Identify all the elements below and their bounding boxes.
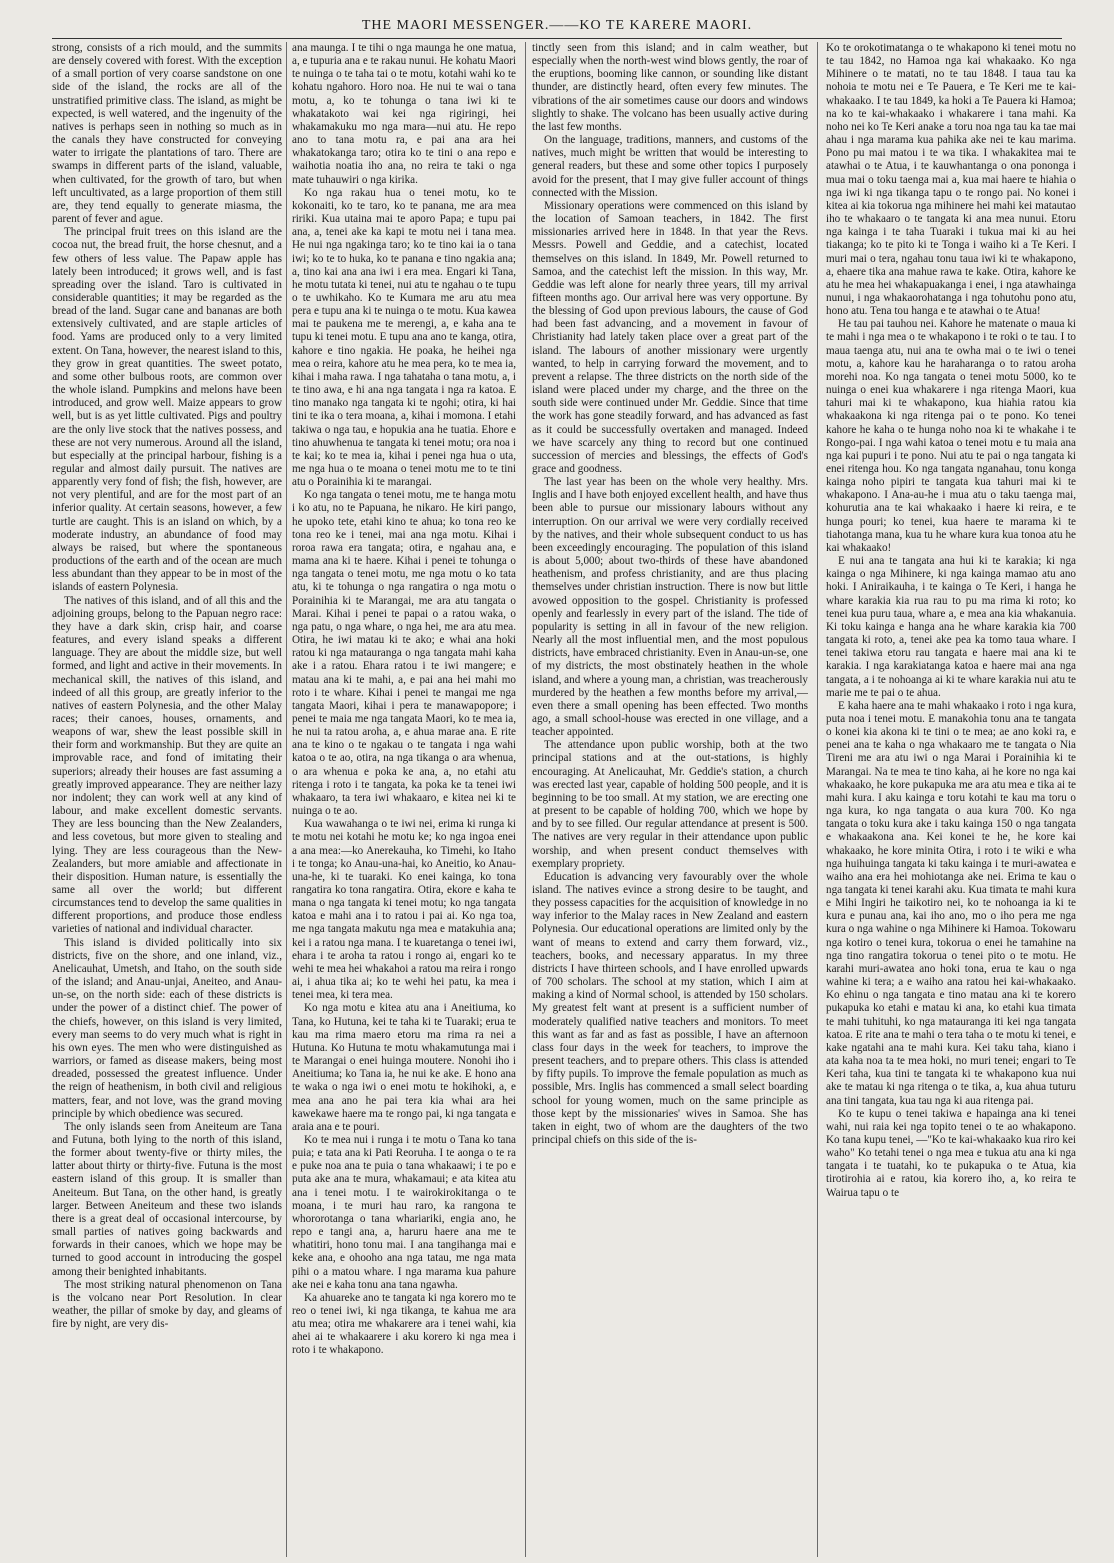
paragraph: Ko nga tangata o tenei motu, me te hanga motu i ko atu, no te Papuana, he nikaro. He kiri pango, he upoko tete, etahi kino te ahua; ko tona reo ke tona reo ke i tenei, mai ana nga motu. Kihai i roroa rawa era tangata; otira, e ngahau ana, e mama ana ki te haere. Kihai i penei te tohunga o nga tangata o tenei motu, me nga motu o ko tata atu, ki te tohunga o nga rangatira o nga motu o Porainihia ki te Marangai, me ara atu tangata o Marai. Kihai i penei te papai o a ratou waka, o nga patu, o nga whare, o nga hei, me ara atu mea. Otira, he iwi matau ki te ako; e whai ana hoki ratou ki nga matauranga o nga tangata mahi kaha ake i a ratou. Ehara ratou i te iwi mangere; e matau ana ki te mahi, a, e pai ana hei mahi mo roto i te whare. Kihai i penei te mangai me nga tangata Maori, kihai i pera te manawapopore; i penei te maia me nga tangata Maori, ko te mea ia, he nui ta ratou aroha, a, e ahua marae ana. E rite ana te kino o te ngakau o te tangata i nga wahi katoa o te ao, otira, na nga tikanga o ara whenua, o ara whenua e poka ke ana, a, no etahi atu ritenga i roto i te tangata, ka poka ke ta tenei iwi whakaaro, ta tera iwi whakaaro, e kitea nei ki te nuinga o te ao. xyxy=(292,489,516,818)
paragraph: Ko te orokotimatanga o te whakapono ki tenei motu no te tau 1842, no Hamoa nga kai whakaako. Ko nga Mihinere o te matati, no te tau 1848. I taua tau ka nohoia te motu nei e Te Pauera, e Te Keri me te kai-whakaako. I te tau 1849, ka hoki a Te Pauera ki Hamoa; na ko te kai-whakaako i whakarere i tana mahi. Ka noho nei ko Te Keri anake a toru noa nga tau ka tae mai ahau i nga marama kua pahika ake nei te kau marima. Pono pu mai matou i te wa tika. I whakakitea mai te atawhai o te Atua, i te kauwhantanga o ona pononga i mua mai o toku taenga mai a, kua mai haere te hiahia o nga iwi ki nga tikanga tapu o te rongo pai. No konei i kitea ai kia tokorua nga mihinere hei mahi kei matautao iho te whakaaro o te tangata ki ana mea nunui. Etoru nga kainga i te taha Tuaraki i tukua mai ki au hei tiakanga; ko te pito ki te Tonga i waiho ki a Te Keri. I muri mai o tera, ngahau tonu taua iwi ki te whakapono, a, ehaere tika ana mahue rawa te kake. Otira, kahore ke atu he mea hei whakapuakanga i enei, i nga atawhainga nunui, i nga whakaorohatanga i nga tohutohu pono atu, hono atu. Tena tou hanga e te atawhai o te Atua! xyxy=(826,42,1076,318)
maori-column-2 xyxy=(826,42,1076,1557)
column-divider xyxy=(817,42,818,1557)
maori-column-1 xyxy=(292,42,516,1557)
column-divider xyxy=(525,42,526,1557)
paragraph: Ka ahuareke ano te tangata ki nga korero mo te reo o tenei iwi, ki nga tikanga, te kahua me ara atu mea; otira me whakarere ara i tenei wahi, kia ahei ai te whakaarere i aku korero ki nga mea i roto i te whakapono. xyxy=(292,1291,516,1357)
paragraph: On the language, traditions, manners, and customs of the natives, much might be written that would be interesting to general readers, but these and some other topics I purposely avoid for the present, that I may give fuller account of things connected with the Mission. xyxy=(532,134,808,199)
paragraph: The last year has been on the whole very healthy. Mrs. Inglis and I have both enjoyed excellent health, and have thus been able to pursue our missionary labours without any interruption. On our arrival we were very cordially received by the natives, and their whole subsequent conduct to us has been exceedingly encouraging. The population of this island is about 5,000; about two-thirds of these have abandoned heathenism, and profess christianity, and are thus placing themselves under christian instruction. There is now but little avowed opposition to the gospel. Christianity is professed openly and fearlessly in every part of the island. The tide of popularity is setting in all in favour of the new religion. Nearly all the most influential men, and the most populous districts, have embraced christianity. Even in Anau-un-se, one of my districts, the most obstinately heathen in the whole island, and where a young man, a christian, was treacherously murdered by the heathen a few months before my arrival,—even there a small opening has been effected. Two months ago, a small school-house was erected in one village, and a teacher appointed. xyxy=(532,476,808,739)
paragraph: strong, consists of a rich mould, and the summits are densely covered with forest. With the exception of a small portion of very coarse sandstone on one side of the island, the rocks are all of the unstratified primitive class. The island, as might be expected, is well watered, and the ingenuity of the natives is perhaps seen in nothing so much as in the canals they have constructed for conveying water to irrigate the plantations of taro. There are swamps in different parts of the island, valuable, when cultivated, for the growth of taro, but when left uncultivated, as a large proportion of them still are, they tend equally to generate miasma, the parent of fever and ague. xyxy=(52,42,282,226)
paragraph: E nui ana te tangata ana hui ki te karakia; ki nga kainga o nga Mihinere, ki nga kainga mamao atu ano hoki. I Aniraikauha, i te kainga o Te Keri, i hanga he whare karakia kia rua rau to pu ma rima ki roto; ko tenei kua puru taua, whare a, e mea ana kia whakanuia. Ki toku kainga e hanga ana he whare karakia kia 700 tangata ki roto, a, tenei ake pea ka tomo taua whare. I tenei takiwa etoru rau tangata e haere mai ana ki te karakia. I nga karakiatanga katoa e haere mai ana nga tangata, a i te nohoanga ai ki te whare karakia nui atu te marie me te pai o te ahua. xyxy=(826,555,1076,699)
paragraph: Ko te mea nui i runga i te motu o Tana ko tana puia; e tata ana ki Pati Reoruha. I te aonga o te ra e puke noa ana te puia o tana whakaawi; i te po e puta ake ana te mura, whakamaui; e ata kitea atu ana i tenei motu. I te wairokirokitanga o te moana, i te muri hau raro, ka rangona te whororotanga o tana whariariki, engia ano, he repo e tangi ana, a, haruru haere ana me te whatitiri, hono tonu mai. I ana tangihanga mai e keke ana, e ohooho ana nga tatau, me nga mata pihi o a matou whare. I nga marama kua pahure ake nei e kaha tonu ana tana ngawha. xyxy=(292,1133,516,1291)
paragraph: The natives of this island, and of all this and the adjoining groups, belong to the Papuan negro race: they have a dark skin, crisp hair, and coarse features, and every island speaks a different language. They are about the middle size, but well formed, and light and active in their movements. In mechanical skill, the natives of this island, and indeed of all this group, are greatly inferior to the natives of eastern Polynesia, and the other Malay races; their canoes, houses, ornaments, and weapons of war, shew the least possible skill in their form and workmanship. But they are quite an improvable race, and fond of imitating their superiors; already their houses are fast assuming a greatly improved appearance. They are neither lazy nor indolent; they can work well at any kind of labour, and make excellent domestic servants. They are less bouncing than the New Zealanders, and less covetous, but more given to stealing and lying. They are less courageous than the New-Zealanders, but more amiable and affectionate in their disposition. Human nature, is essentially the same all over the world; but different circumstances tend to develop the same qualities in different proportions, and produce those endless varieties of national and individual character. xyxy=(52,594,282,936)
paragraph: He tau pai tauhou nei. Kahore he matenate o maua ki te mahi i nga mea o te whakapono i te roki o te tau. I to maua taenga atu, nui ana te owha mai o te iwi o tenei motu, a, kahore kau he haraharanga o to ratou aroha morehi noa. Ko nga tangata o tenei motu 5000, ko te nuinga o enei kua whakarere i nga ritenga Maori, kua tahuri mai ki te whakapono, kua hiahia ratou kia whakaakona ki nga ritenga pai o te pono. Ko tenei kahore he kaha o te hunga noho noa ki te whakahe i te Rongo-pai. I nga wahi katoa o tenei motu e tu maia ana nga kai pupuri i te pono. Nui atu te pai o nga tangata ki enei ritenga hou. Ko nga tangata nganahau, tonu konga kainga noho pipiri te tangata kua tahuri mai ki te whakapono. I Ana-au-he i mua atu o taku taenga mai, kohurutia ana te kai whakaako i haere ki reira, e te hunga pouri; ko tenei, kua haere te marama ki te tiahotanga mana, kua tu he whare kura kua tonoa atu he kai whakaako! xyxy=(826,318,1076,554)
column-divider xyxy=(286,42,287,1557)
paragraph: Missionary operations were commenced on this island by the location of Samoan teachers, in 1842. The first missionaries arrived here in 1848. In that year the Revs. Messrs. Powell and Geddie, and a catechist, located themselves on this island. In 1849, Mr. Powell returned to Samoa, and the catechist left the mission. In this way, Mr. Geddie was left alone for nearly three years, till my arrival fifteen months ago. Our arrival here was very opportune. By the blessing of God upon previous labours, the cause of God had been fast advancing, and a movement in favour of Christianity had lately taken place over a great part of the island. The labours of another missionary were urgently wanted, to help in carrying forward the movement, and to prevent a relapse. The three districts on the north side of the island were placed under my charge, and the three on the south side were continued under Mr. Geddie. Since that time the work has gone steadily forward, and has advanced as fast as it could be successfully overtaken and managed. Indeed we have scarcely any thing to record but one continued succession of mercies and blessings, the effects of God's grace and goodness. xyxy=(532,199,808,475)
paragraph: Ko te kupu o tenei takiwa e hapainga ana ki tenei wahi, nui raia kei nga topito tenei o te ao whakapono. Ko tana kupu tenei, —"Ko te kai-whakaako kua riro kei waho" Ko tetahi tenei o nga mea e tukua atu ana ki nga tangata i te tuatahi, ko te pukapuka o te Atua, kia tirotirohia ai e ratou, kia korero iho, a, ko reira te Wairua tapu o te xyxy=(826,1107,1076,1199)
paragraph: Ko nga rakau hua o tenei motu, ko te kokonaiti, ko te taro, ko te panana, me ara mea ririki. Kua utaina mai te aporo Papa; e tupu pai ana, a, tenei ake ka kapi te motu nei i tana mea. He nui nga ngakinga taro; ko te tino kai ia o tana iwi; ko te to huka, ko te panana e tino ngakia ana; a, tino kai ana ana iwi i era mea. Engari ki Tana, he motu tutata ki tenei, nui atu te ngahau o te tupu o te uwhikaho. Ko te Kumara me aru atu mea pera e tupu ana ki te nuinga o te motu. Kua kawea mai te paukena me te merengi, a, e kaha ana te tupu ki tenei motu. E tupu ana ano te kanga, otira, kahore e tino ngakia. He poaka, he heihei nga mea o reira, kahore atu he mea pera, ko te mea ia, kihai i maha rawa. I nga tahataha o tana motu, a, i te tino awa, e hi ana nga tangata i nga ra katoa. E tino manako nga tangata ki te ngohi; otira, ki hai tini te ika o tera moana, a, kihai i momona. I etahi takiwa o nga tau, e hopukia ana he tuatia. Ehore e tino ahuwhenua te tangata ki tenei motu; ora noa i te kai; ko te mea ia, kihai i penei nga hua o uta, me nga hua o te moana o tenei motu me to te tini atu o Porainihia ki te marangai. xyxy=(292,186,516,489)
english-column-1 xyxy=(52,42,282,1557)
paragraph: ana maunga. I te tihi o nga maunga he one matua, a, e tupuria ana e te rakau nunui. He kohatu Maori te nuinga o te taha tai o te motu, kotahi wahi ko te kohatu ngahoro. Horo noa. He nui te wai o tana motu, a, ko te tohunga o tana iwi ki te whakatakoto wai kei nga rigiringi, hei whakamakuku mo nga mara—nui atu. He repo ano to tana motu ra, e pai ana ara hei whakatokanga taro; otira ko te tini o ana repo e waihotia noatia iho ana, no reira te taki o nga mate tuhauwiri o nga kirika. xyxy=(292,42,516,186)
paragraph: E kaha haere ana te mahi whakaako i roto i nga kura, puta noa i tenei motu. E manakohia tonu ana te tangata o konei kia akona ki te tini o te mea; ae ano koki ra, e penei ana te kaha o nga whakaaro me te tangata o Nia Tireni me ara atu iwi o nga Marai i Porainihia ki te Marangai. Na te mea te tino kaha, ai he kore no nga kai whakaako, he kore pukapuka me ara atu mea e tika ai te mahi kura. I aku kainga e toru kotahi te kau ma toru o nga kura, ko nga tangata o aua kura 700. Ko nga tangata o toku kura ake i taku kainga 150 o nga tangata e whakaakona ana. Kei konei te he, he kore kai whakaako, he kore minita Otira, i roto i te wiki e wha nga huihuinga tangata ki taku kainga i te muri-awatea e waiho ana era hei mohiotanga ake nei. Erima te kau o nga tangata ki tenei karahi aku. Kua timata te mahi kura e Mihi Ingiri he taikotiro nei, ko te nohoanga ia ki te kura e punau ana, kai iho ano, mo o iho pera me nga kura o nga wahine o nga Mihinere ki Hamoa. Tokowaru nga kotiro o tenei kura, tokorua o enei he tamahine na nga tino rangatira tokorua o tenei pito o te motu. He karahi muri-awatea ano hoki tona, erua te kau o nga wahine ki tera; a e waiho ana ratou hei kai-whakaako. Ko ehinu o nga tangata e tino matau ana ki te korero pukapuka ko etahi e matau ki ana, ko etahi kua timata te mahi tuhituhi, ko nga matauranga iti kei nga tangata katoa. E rite ana te mahi o tera taha o te motu ki tenei, e kake ngatahi ana te mahi kura. Kei taku taha, kiano i ata kaha noa ta te mea hoki, no muri tenei; engari to Te Keri taha, kua tini te tangata ki te whakapono kua nui ake te matau ki nga ritenga o te tika, a, kua ahua tuturu ana tini tangata, kua tau nga ki aua ritenga pai. xyxy=(826,699,1076,1107)
paragraph: The attendance upon public worship, both at the two principal stations and at the out-stations, is highly encouraging. At Anelicauhat, Mr. Geddie's station, a church was erected last year, capable of holding 500 people, and it is beginning to be too small. At my station, we are erecting one at present to be capable of holding 700, which we hope by and by to see filled. Our regular attendance at present is 500. The natives are very regular in their attendance upon public worship, and when present conduct themselves with exemplary propriety. xyxy=(532,739,808,870)
paragraph: Education is advancing very favourably over the whole island. The natives evince a strong desire to be taught, and they possess capacities for the acquisition of knowledge in no way inferior to the Malay races in New Zealand and eastern Polynesia. Our educational operations are limited only by the want of means to extend and carry them forward, viz., teachers, books, and necessary apparatus. In my three districts I have thirteen schools, and I have enrolled upwards of 700 scholars. The school at my station, which I aim at making a kind of Normal school, is attended by 150 scholars. My greatest felt want at present is a sufficient number of moderately qualified native teachers and monitors. To meet this want as far and as fast as possible, I have an afternoon class four days in the week for teachers, to improve the present teachers, and to prepare others. This class is attended by fifty pupils. To improve the female population as much as possible, Mrs. Inglis has commenced a small select boarding school for young women, much on the same principle as those kept by the missionaries' wives in Samoa. She has taken in eight, two of whom are the daughters of the two principal chiefs on this side of the is- xyxy=(532,870,808,1146)
head-rule xyxy=(52,38,1062,39)
paragraph: The principal fruit trees on this island are the cocoa nut, the bread fruit, the horse chesnut, and a few others of less value. The Papaw apple has lately been introduced; it grows well, and is fast spreading over the island. Taro is cultivated in considerable quantities; it may be regarded as the bread of the land. Sugar cane and bananas are both extensively cultivated, and are staple articles of food. Yams are produced only to a very limited extent. On Tana, however, the nearest island to this, they grow in great quantities. The sweet potato, and some other bulbous roots, are common over the whole island. Pumpkins and melons have been introduced, and grow well. Maize appears to grow well, but is as yet little cultivated. Pigs and poultry are the only live stock that the natives possess, and these are not very numerous. Around all the island, but especially at the principal harbour, fishing is a regular and almost daily pursuit. The natives are apparently very fond of fish; the fish, however, are not very plentiful, and are for the most part of an inferior quality. At certain seasons, however, a few turtle are caught. This is an island on which, by a moderate industry, an abundance of food may always be raised, but where the spontaneous productions of the earth and of the ocean are much less abundant than they appear to be in most of the islands of eastern Polynesia. xyxy=(52,226,282,594)
paragraph: Kua wawahanga o te iwi nei, erima ki runga ki te motu nei kotahi he motu ke; ko nga ingoa enei a ana mea:—ko Anerekauha, ko Timehi, ko Itaho i te tonga; ko Anau-una-hai, ko Aneitio, ko Anau-una-he, ki te tuaraki. Ko enei kainga, ko tona rangatira ko tona rangatira. Otira, ekore e kaha te mana o nga tangata ki tenei motu; ko nga tangata katoa e mahi ana i to ratou i pai ai. Ko nga toa, me nga tangata makutu nga mea e matakuhia ana; kei i a ratou nga mana. I te kuaretanga o tenei iwi, ehara i te aroha ta ratou i rongo ai, engari ko te wehi te mea hei whakahoi a ratou ma reira i rongo ai, i ahua tika ai; ko te wehi hei patu, ka mea i tenei mea, ki tera mea. xyxy=(292,818,516,1002)
paragraph: Ko nga motu e kitea atu ana i Aneitiuma, ko Tana, ko Hutuna, kei te taha ki te Tuaraki; erua te kau ma rima maero etoru ma rima ra nei a Hutuna. Ko Hutuna te motu whakamutunga mai i te Marangai o enei huinga moutere. Nonohi iho i Aneitiuma; ko Tana ia, he nui ke ake. E hono ana te waka o nga iwi o enei motu te hokihoki, a, e mea ana ano he pai tera kia whai ara hei kawekawe haere ma te rongo pai, ki nga tangata e araia ana e te pouri. xyxy=(292,1002,516,1133)
running-head: THE MAORI MESSENGER.——KO TE KARERE MAORI. xyxy=(361,18,753,33)
english-column-2 xyxy=(532,42,808,1557)
paragraph: The most striking natural phenomenon on Tana is the volcano near Port Resolution. In clear weather, the pillar of smoke by day, and gleams of fire by night, are very dis- xyxy=(52,1278,282,1331)
paragraph: tinctly seen from this island; and in calm weather, but especially when the north-west wind blows gently, the roar of the eruptions, booming like cannon, or sounding like distant thunder, are distinctly heard, often every few minutes. The vibrations of the air sometimes cause our doors and windows slightly to shake. The volcano has been usually active during the last few months. xyxy=(532,42,808,133)
paragraph: This island is divided politically into six districts, five on the shore, and one inland, viz., Anelicauhat, Umetsh, and Itaho, on the south side of the island; and Anau-unjai, Aneiteo, and Anau-un-se, on the north side: each of these districts is under the power of a distinct chief. The power of the chiefs, however, on this island is very limited, every man seems to do very much what is right in his own eyes. The men who were distinguished as warriors, or famed as disease makers, being most dreaded, possessed the greatest influence. Under the reign of heathenism, in both civil and religious matters, fear, and not love, was the grand moving principle by which obedience was secured. xyxy=(52,936,282,1120)
paragraph: The only islands seen from Aneiteum are Tana and Futuna, both lying to the north of this island, the former about twenty-five or thirty miles, the latter about thirty or thirty-five. Futuna is the most eastern island of this group. It is smaller than Aneiteum. But Tana, on the other hand, is greatly larger. Between Aneiteum and these two islands there is a great deal of occasional intercourse, by small parties of natives going backwards and forwards in their canoes, which we hope may be turned to good account in introducing the gospel among their benighted inhabitants. xyxy=(52,1120,282,1278)
